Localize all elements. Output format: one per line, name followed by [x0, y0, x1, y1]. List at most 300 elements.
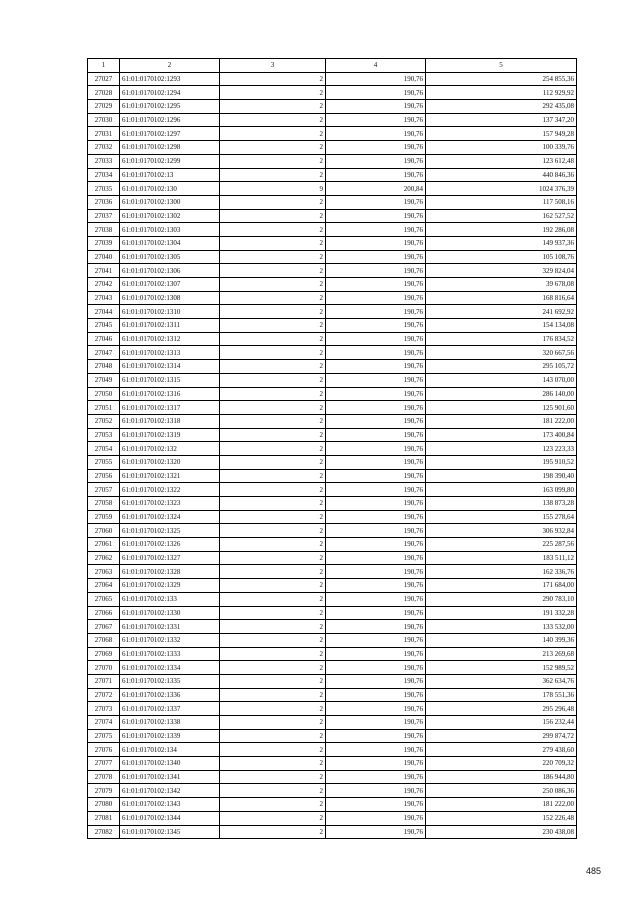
cadastral-number-cell: 61:01:0170102:1307 — [120, 278, 220, 292]
value-cell: 173 400,84 — [426, 428, 577, 442]
rate-cell: 190,76 — [326, 770, 426, 784]
rate-cell: 190,76 — [326, 606, 426, 620]
cadastral-number-cell: 61:01:0170102:1304 — [120, 236, 220, 250]
table-row — [88, 250, 577, 264]
rate-cell: 190,76 — [326, 674, 426, 688]
value-cell: 181 222,00 — [426, 414, 577, 428]
value-cell: 295 296,48 — [426, 702, 577, 716]
count-cell: 2 — [220, 455, 326, 469]
table-row — [88, 633, 577, 647]
count-cell: 2 — [220, 716, 326, 730]
value-cell: 254 855,36 — [426, 72, 577, 86]
value-cell: 143 070,00 — [426, 373, 577, 387]
row-number-cell: 27030 — [88, 113, 120, 127]
count-cell: 2 — [220, 346, 326, 360]
rate-cell: 190,76 — [326, 373, 426, 387]
value-cell: 191 332,28 — [426, 606, 577, 620]
value-cell: 137 347,20 — [426, 113, 577, 127]
row-number-cell: 27037 — [88, 209, 120, 223]
row-number-cell: 27061 — [88, 538, 120, 552]
row-number-cell: 27079 — [88, 784, 120, 798]
value-cell: 176 834,52 — [426, 332, 577, 346]
count-cell: 2 — [220, 442, 326, 456]
cadastral-number-cell: 61:01:0170102:1319 — [120, 428, 220, 442]
table-row — [88, 510, 577, 524]
row-number-cell: 27074 — [88, 716, 120, 730]
count-cell: 2 — [220, 305, 326, 319]
count-cell: 2 — [220, 729, 326, 743]
cadastral-number-cell: 61:01:0170102:1343 — [120, 798, 220, 812]
value-cell: 186 944,80 — [426, 770, 577, 784]
value-cell: 250 086,36 — [426, 784, 577, 798]
table-row — [88, 811, 577, 825]
row-number-cell: 27069 — [88, 647, 120, 661]
value-cell: 241 692,92 — [426, 305, 577, 319]
row-number-cell: 27041 — [88, 264, 120, 278]
value-cell: 306 932,84 — [426, 524, 577, 538]
count-cell: 2 — [220, 811, 326, 825]
cadastral-number-cell: 61:01:0170102:1293 — [120, 72, 220, 86]
value-cell: 440 846,36 — [426, 168, 577, 182]
value-cell: 154 134,08 — [426, 319, 577, 333]
row-number-cell: 27028 — [88, 86, 120, 100]
cadastral-number-cell: 61:01:0170102:1313 — [120, 346, 220, 360]
count-cell: 2 — [220, 86, 326, 100]
value-cell: 171 684,00 — [426, 579, 577, 593]
value-cell: 152 226,48 — [426, 811, 577, 825]
rate-cell: 190,76 — [326, 551, 426, 565]
table-row — [88, 524, 577, 538]
cadastral-number-cell: 61:01:0170102:1306 — [120, 264, 220, 278]
cadastral-number-cell: 61:01:0170102:1337 — [120, 702, 220, 716]
row-number-cell: 27043 — [88, 291, 120, 305]
column-header: 5 — [426, 59, 577, 73]
cadastral-number-cell: 61:01:0170102:1341 — [120, 770, 220, 784]
rate-cell: 190,76 — [326, 414, 426, 428]
rate-cell: 190,76 — [326, 100, 426, 114]
rate-cell: 190,76 — [326, 195, 426, 209]
table-row — [88, 702, 577, 716]
count-cell: 2 — [220, 127, 326, 141]
table-row — [88, 620, 577, 634]
rate-cell: 190,76 — [326, 702, 426, 716]
cadastral-number-cell: 61:01:0170102:1333 — [120, 647, 220, 661]
rate-cell: 190,76 — [326, 743, 426, 757]
cadastral-number-cell: 61:01:0170102:1314 — [120, 360, 220, 374]
cadastral-number-cell: 61:01:0170102:1315 — [120, 373, 220, 387]
count-cell: 2 — [220, 113, 326, 127]
count-cell: 2 — [220, 825, 326, 839]
count-cell: 2 — [220, 743, 326, 757]
cadastral-number-cell: 61:01:0170102:1317 — [120, 401, 220, 415]
column-header: 1 — [88, 59, 120, 73]
table-row — [88, 360, 577, 374]
count-cell: 2 — [220, 592, 326, 606]
value-cell: 140 399,36 — [426, 633, 577, 647]
table-row — [88, 606, 577, 620]
count-cell: 2 — [220, 168, 326, 182]
count-cell: 2 — [220, 620, 326, 634]
rate-cell: 190,76 — [326, 428, 426, 442]
cadastral-number-cell: 61:01:0170102:1299 — [120, 154, 220, 168]
row-number-cell: 27062 — [88, 551, 120, 565]
count-cell: 2 — [220, 360, 326, 374]
cadastral-number-cell: 61:01:0170102:1295 — [120, 100, 220, 114]
rate-cell: 190,76 — [326, 798, 426, 812]
rate-cell: 190,76 — [326, 825, 426, 839]
count-cell: 2 — [220, 373, 326, 387]
count-cell: 2 — [220, 551, 326, 565]
cadastral-number-cell: 61:01:0170102:1345 — [120, 825, 220, 839]
rate-cell: 190,76 — [326, 510, 426, 524]
count-cell: 2 — [220, 770, 326, 784]
row-number-cell: 27057 — [88, 483, 120, 497]
cadastral-number-cell: 61:01:0170102:134 — [120, 743, 220, 757]
table-row — [88, 592, 577, 606]
table-row — [88, 757, 577, 771]
rate-cell: 190,76 — [326, 647, 426, 661]
table-row — [88, 305, 577, 319]
value-cell: 181 222,00 — [426, 798, 577, 812]
cadastral-number-cell: 61:01:0170102:1302 — [120, 209, 220, 223]
rate-cell: 190,76 — [326, 811, 426, 825]
row-number-cell: 27082 — [88, 825, 120, 839]
cadastral-number-cell: 61:01:0170102:1298 — [120, 141, 220, 155]
value-cell: 117 508,16 — [426, 195, 577, 209]
row-number-cell: 27056 — [88, 469, 120, 483]
rate-cell: 190,76 — [326, 332, 426, 346]
value-cell: 123 223,33 — [426, 442, 577, 456]
value-cell: 192 286,08 — [426, 223, 577, 237]
row-number-cell: 27065 — [88, 592, 120, 606]
table-row — [88, 154, 577, 168]
row-number-cell: 27053 — [88, 428, 120, 442]
count-cell: 2 — [220, 387, 326, 401]
value-cell: 138 873,28 — [426, 497, 577, 511]
row-number-cell: 27033 — [88, 154, 120, 168]
rate-cell: 190,76 — [326, 455, 426, 469]
cadastral-number-cell: 61:01:0170102:1303 — [120, 223, 220, 237]
table-row — [88, 455, 577, 469]
rate-cell: 190,76 — [326, 784, 426, 798]
cadastral-number-cell: 61:01:0170102:1324 — [120, 510, 220, 524]
cadastral-number-cell: 61:01:0170102:13 — [120, 168, 220, 182]
row-number-cell: 27077 — [88, 757, 120, 771]
count-cell: 2 — [220, 606, 326, 620]
count-cell: 2 — [220, 510, 326, 524]
count-cell: 2 — [220, 661, 326, 675]
rate-cell: 190,76 — [326, 469, 426, 483]
cadastral-number-cell: 61:01:0170102:1297 — [120, 127, 220, 141]
table-body — [88, 72, 577, 839]
value-cell: 292 435,08 — [426, 100, 577, 114]
table-row — [88, 551, 577, 565]
cadastral-number-cell: 61:01:0170102:1316 — [120, 387, 220, 401]
value-cell: 329 824,04 — [426, 264, 577, 278]
count-cell: 2 — [220, 688, 326, 702]
count-cell: 2 — [220, 223, 326, 237]
table-row — [88, 332, 577, 346]
count-cell: 2 — [220, 332, 326, 346]
table-row — [88, 86, 577, 100]
table-row — [88, 414, 577, 428]
table-row — [88, 278, 577, 292]
row-number-cell: 27075 — [88, 729, 120, 743]
rate-cell: 190,76 — [326, 497, 426, 511]
row-number-cell: 27031 — [88, 127, 120, 141]
data-table — [87, 58, 577, 839]
value-cell: 133 532,00 — [426, 620, 577, 634]
cadastral-number-cell: 61:01:0170102:1310 — [120, 305, 220, 319]
cadastral-number-cell: 61:01:0170102:1323 — [120, 497, 220, 511]
table-row — [88, 209, 577, 223]
count-cell: 2 — [220, 798, 326, 812]
count-cell: 2 — [220, 250, 326, 264]
rate-cell: 190,76 — [326, 291, 426, 305]
row-number-cell: 27039 — [88, 236, 120, 250]
cadastral-number-cell: 61:01:0170102:132 — [120, 442, 220, 456]
count-cell: 2 — [220, 100, 326, 114]
count-cell: 2 — [220, 209, 326, 223]
table-row — [88, 442, 577, 456]
count-cell: 2 — [220, 141, 326, 155]
rate-cell: 190,76 — [326, 223, 426, 237]
row-number-cell: 27078 — [88, 770, 120, 784]
count-cell: 2 — [220, 483, 326, 497]
table-row — [88, 743, 577, 757]
count-cell: 2 — [220, 784, 326, 798]
row-number-cell: 27052 — [88, 414, 120, 428]
value-cell: 39 678,08 — [426, 278, 577, 292]
cadastral-number-cell: 61:01:0170102:1294 — [120, 86, 220, 100]
value-cell: 213 269,68 — [426, 647, 577, 661]
table-row — [88, 319, 577, 333]
row-number-cell: 27034 — [88, 168, 120, 182]
row-number-cell: 27081 — [88, 811, 120, 825]
count-cell: 9 — [220, 182, 326, 196]
row-number-cell: 27047 — [88, 346, 120, 360]
cadastral-number-cell: 61:01:0170102:1330 — [120, 606, 220, 620]
count-cell: 2 — [220, 319, 326, 333]
cadastral-number-cell: 61:01:0170102:1332 — [120, 633, 220, 647]
row-number-cell: 27036 — [88, 195, 120, 209]
value-cell: 178 551,36 — [426, 688, 577, 702]
table-row — [88, 483, 577, 497]
value-cell: 163 099,80 — [426, 483, 577, 497]
row-number-cell: 27070 — [88, 661, 120, 675]
cadastral-number-cell: 61:01:0170102:1312 — [120, 332, 220, 346]
cadastral-number-cell: 61:01:0170102:1329 — [120, 579, 220, 593]
row-number-cell: 27058 — [88, 497, 120, 511]
value-cell: 225 287,56 — [426, 538, 577, 552]
row-number-cell: 27045 — [88, 319, 120, 333]
table-row — [88, 798, 577, 812]
table-row — [88, 784, 577, 798]
table-header-row — [88, 59, 577, 73]
rate-cell: 190,76 — [326, 127, 426, 141]
cadastral-number-cell: 61:01:0170102:1322 — [120, 483, 220, 497]
table-row — [88, 538, 577, 552]
count-cell: 2 — [220, 497, 326, 511]
value-cell: 152 989,52 — [426, 661, 577, 675]
count-cell: 2 — [220, 401, 326, 415]
rate-cell: 190,76 — [326, 154, 426, 168]
row-number-cell: 27038 — [88, 223, 120, 237]
table-row — [88, 236, 577, 250]
count-cell: 2 — [220, 278, 326, 292]
cadastral-number-cell: 61:01:0170102:1338 — [120, 716, 220, 730]
table-row — [88, 291, 577, 305]
cadastral-number-cell: 61:01:0170102:130 — [120, 182, 220, 196]
value-cell: 295 105,72 — [426, 360, 577, 374]
table-row — [88, 825, 577, 839]
cadastral-number-cell: 61:01:0170102:1327 — [120, 551, 220, 565]
value-cell: 362 634,76 — [426, 674, 577, 688]
cadastral-number-cell: 61:01:0170102:1320 — [120, 455, 220, 469]
cadastral-number-cell: 61:01:0170102:1305 — [120, 250, 220, 264]
value-cell: 183 511,12 — [426, 551, 577, 565]
cadastral-number-cell: 61:01:0170102:1326 — [120, 538, 220, 552]
row-number-cell: 27063 — [88, 565, 120, 579]
row-number-cell: 27059 — [88, 510, 120, 524]
row-number-cell: 27049 — [88, 373, 120, 387]
table-row — [88, 141, 577, 155]
rate-cell: 190,76 — [326, 360, 426, 374]
cadastral-number-cell: 61:01:0170102:1328 — [120, 565, 220, 579]
column-header: 3 — [220, 59, 326, 73]
rate-cell: 190,76 — [326, 236, 426, 250]
value-cell: 168 816,64 — [426, 291, 577, 305]
table-row — [88, 72, 577, 86]
row-number-cell: 27067 — [88, 620, 120, 634]
row-number-cell: 27072 — [88, 688, 120, 702]
count-cell: 2 — [220, 579, 326, 593]
cadastral-number-cell: 61:01:0170102:1318 — [120, 414, 220, 428]
cadastral-number-cell: 61:01:0170102:133 — [120, 592, 220, 606]
value-cell: 198 390,40 — [426, 469, 577, 483]
count-cell: 2 — [220, 702, 326, 716]
rate-cell: 190,76 — [326, 442, 426, 456]
table-row — [88, 729, 577, 743]
table-row — [88, 223, 577, 237]
table-row — [88, 264, 577, 278]
value-cell: 230 438,08 — [426, 825, 577, 839]
row-number-cell: 27071 — [88, 674, 120, 688]
rate-cell: 190,76 — [326, 387, 426, 401]
count-cell: 2 — [220, 414, 326, 428]
table-row — [88, 387, 577, 401]
rate-cell: 190,76 — [326, 661, 426, 675]
rate-cell: 190,76 — [326, 278, 426, 292]
count-cell: 2 — [220, 72, 326, 86]
row-number-cell: 27032 — [88, 141, 120, 155]
rate-cell: 190,76 — [326, 579, 426, 593]
row-number-cell: 27054 — [88, 442, 120, 456]
count-cell: 2 — [220, 264, 326, 278]
rate-cell: 190,76 — [326, 620, 426, 634]
rate-cell: 190,76 — [326, 113, 426, 127]
row-number-cell: 27060 — [88, 524, 120, 538]
rate-cell: 190,76 — [326, 86, 426, 100]
table-row — [88, 688, 577, 702]
cadastral-number-cell: 61:01:0170102:1334 — [120, 661, 220, 675]
rate-cell: 190,76 — [326, 524, 426, 538]
value-cell: 105 108,76 — [426, 250, 577, 264]
count-cell: 2 — [220, 195, 326, 209]
table-row — [88, 401, 577, 415]
rate-cell: 190,76 — [326, 592, 426, 606]
cadastral-number-cell: 61:01:0170102:1344 — [120, 811, 220, 825]
value-cell: 157 949,28 — [426, 127, 577, 141]
value-cell: 320 667,56 — [426, 346, 577, 360]
table-row — [88, 182, 577, 196]
rate-cell: 190,76 — [326, 264, 426, 278]
rate-cell: 190,76 — [326, 401, 426, 415]
rate-cell: 190,76 — [326, 250, 426, 264]
table-row — [88, 428, 577, 442]
rate-cell: 190,76 — [326, 319, 426, 333]
table-row — [88, 100, 577, 114]
value-cell: 162 527,52 — [426, 209, 577, 223]
cadastral-number-cell: 61:01:0170102:1335 — [120, 674, 220, 688]
count-cell: 2 — [220, 538, 326, 552]
table-row — [88, 113, 577, 127]
value-cell: 1024 376,39 — [426, 182, 577, 196]
count-cell: 2 — [220, 565, 326, 579]
page-number: 485 — [586, 866, 602, 876]
cadastral-number-cell: 61:01:0170102:1336 — [120, 688, 220, 702]
value-cell: 162 336,76 — [426, 565, 577, 579]
rate-cell: 190,76 — [326, 168, 426, 182]
value-cell: 220 709,32 — [426, 757, 577, 771]
count-cell: 2 — [220, 674, 326, 688]
rate-cell: 190,76 — [326, 633, 426, 647]
rate-cell: 190,76 — [326, 538, 426, 552]
table-row — [88, 497, 577, 511]
value-cell: 123 612,48 — [426, 154, 577, 168]
row-number-cell: 27046 — [88, 332, 120, 346]
row-number-cell: 27080 — [88, 798, 120, 812]
table-row — [88, 469, 577, 483]
row-number-cell: 27027 — [88, 72, 120, 86]
count-cell: 2 — [220, 154, 326, 168]
table-row — [88, 168, 577, 182]
rate-cell: 190,76 — [326, 72, 426, 86]
rate-cell: 190,76 — [326, 305, 426, 319]
row-number-cell: 27050 — [88, 387, 120, 401]
cadastral-number-cell: 61:01:0170102:1308 — [120, 291, 220, 305]
count-cell: 2 — [220, 524, 326, 538]
value-cell: 286 140,00 — [426, 387, 577, 401]
row-number-cell: 27048 — [88, 360, 120, 374]
value-cell: 100 339,76 — [426, 141, 577, 155]
cadastral-number-cell: 61:01:0170102:1311 — [120, 319, 220, 333]
cadastral-number-cell: 61:01:0170102:1296 — [120, 113, 220, 127]
row-number-cell: 27044 — [88, 305, 120, 319]
count-cell: 2 — [220, 291, 326, 305]
value-cell: 156 232,44 — [426, 716, 577, 730]
row-number-cell: 27066 — [88, 606, 120, 620]
count-cell: 2 — [220, 236, 326, 250]
row-number-cell: 27055 — [88, 455, 120, 469]
row-number-cell: 27040 — [88, 250, 120, 264]
table-row — [88, 346, 577, 360]
rate-cell: 190,76 — [326, 209, 426, 223]
cadastral-number-cell: 61:01:0170102:1339 — [120, 729, 220, 743]
value-cell: 125 901,60 — [426, 401, 577, 415]
table-row — [88, 716, 577, 730]
row-number-cell: 27076 — [88, 743, 120, 757]
